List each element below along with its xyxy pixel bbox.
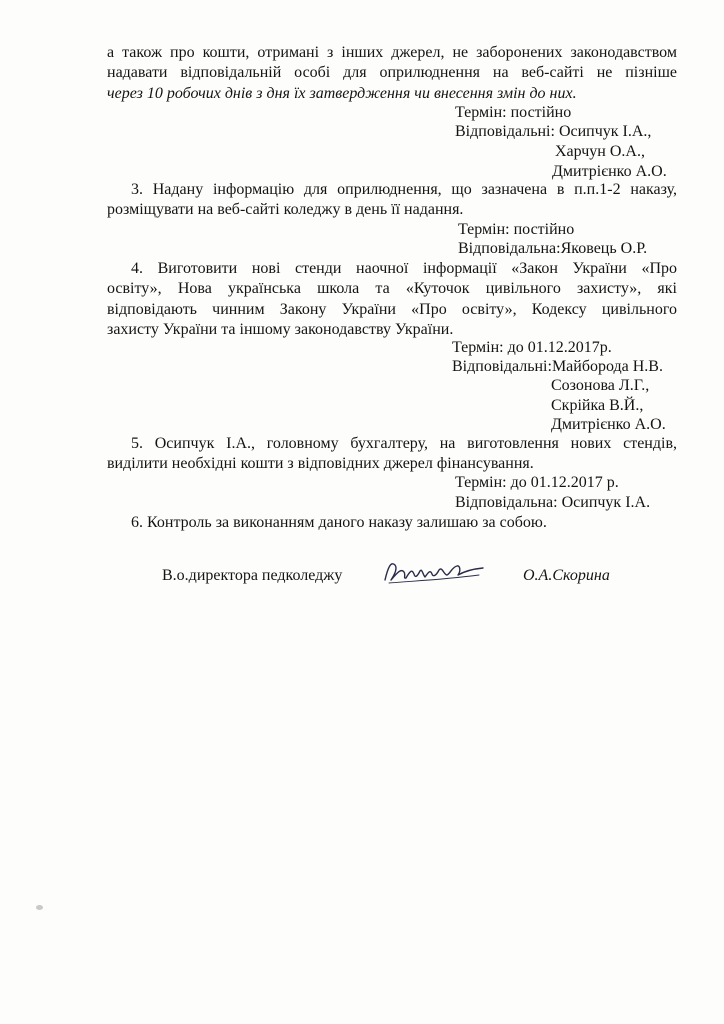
paragraph-line: 5. Осипчук І.А., головному бухгалтеру, на виготовлення нових стендів,	[131, 435, 677, 452]
term-line: Термін: постійно	[455, 104, 572, 121]
paper-speck	[36, 905, 43, 910]
term-line: Термін: постійно	[458, 221, 575, 238]
paragraph-line: освіту», Нова українська школа та «Куточок цивільного захисту», які	[107, 280, 677, 298]
paragraph-line: через 10 робочих днів з дня їх затвердження чи внесення змін до них.	[107, 84, 577, 102]
responsible-name: Дмитрієнко А.О.	[551, 416, 666, 433]
responsible-name: Харчун О.А.,	[555, 143, 645, 160]
paragraph-6: 6. Контроль за виконанням даного наказу залишаю за собою.	[131, 514, 547, 531]
paragraph-4	[107, 259, 677, 340]
paragraph-line: виділити необхідні кошти з відповідних джерел фінансування.	[107, 455, 534, 473]
signatory-name: О.А.Скорина	[523, 567, 610, 584]
handwritten-signature	[381, 553, 486, 589]
responsible-name: Созонова Л.Г.,	[551, 377, 650, 394]
paragraph-5	[107, 434, 677, 475]
paragraph-line: розміщувати на веб-сайті коледжу в день її надання.	[107, 201, 464, 219]
paragraph-line: а також про кошти, отримані з інших джерел, не заборонених законодавством	[107, 44, 677, 61]
paragraph-line: захисту України та іншому законодавству України.	[107, 320, 454, 338]
responsible-name: Дмитрієнко А.О.	[552, 163, 667, 180]
paragraph-continuation	[107, 43, 677, 104]
paragraph-line: 4. Виготовити нові стенди наочної інформації «Закон України «Про	[131, 260, 677, 277]
term-line: Термін: до 01.12.2017р.	[452, 339, 612, 356]
responsible-line: Відповідальні: Осипчук І.А.,	[455, 123, 652, 140]
signature-title: В.о.директора педколеджу	[162, 567, 343, 584]
responsible-line: Відповідальна: Осипчук І.А.	[455, 494, 651, 511]
paragraph-3	[107, 180, 677, 221]
paragraph-line: 3. Надану інформацію для оприлюднення, що зазначена в п.п.1-2 наказу,	[131, 181, 677, 198]
responsible-line: Відповідальна:Яковець О.Р.	[458, 240, 648, 257]
term-line: Термін: до 01.12.2017 р.	[455, 474, 619, 491]
paragraph-line: відповідають чинним Закону України «Про освіту», Кодексу цивільного	[107, 300, 677, 318]
responsible-name: Скрійка В.Й.,	[551, 397, 644, 414]
paragraph-line: надавати відповідальній особі для оприлюднення на веб-сайті не пізніше	[107, 64, 677, 82]
responsible-line: Відповідальні:Майборода Н.В.	[452, 358, 663, 375]
